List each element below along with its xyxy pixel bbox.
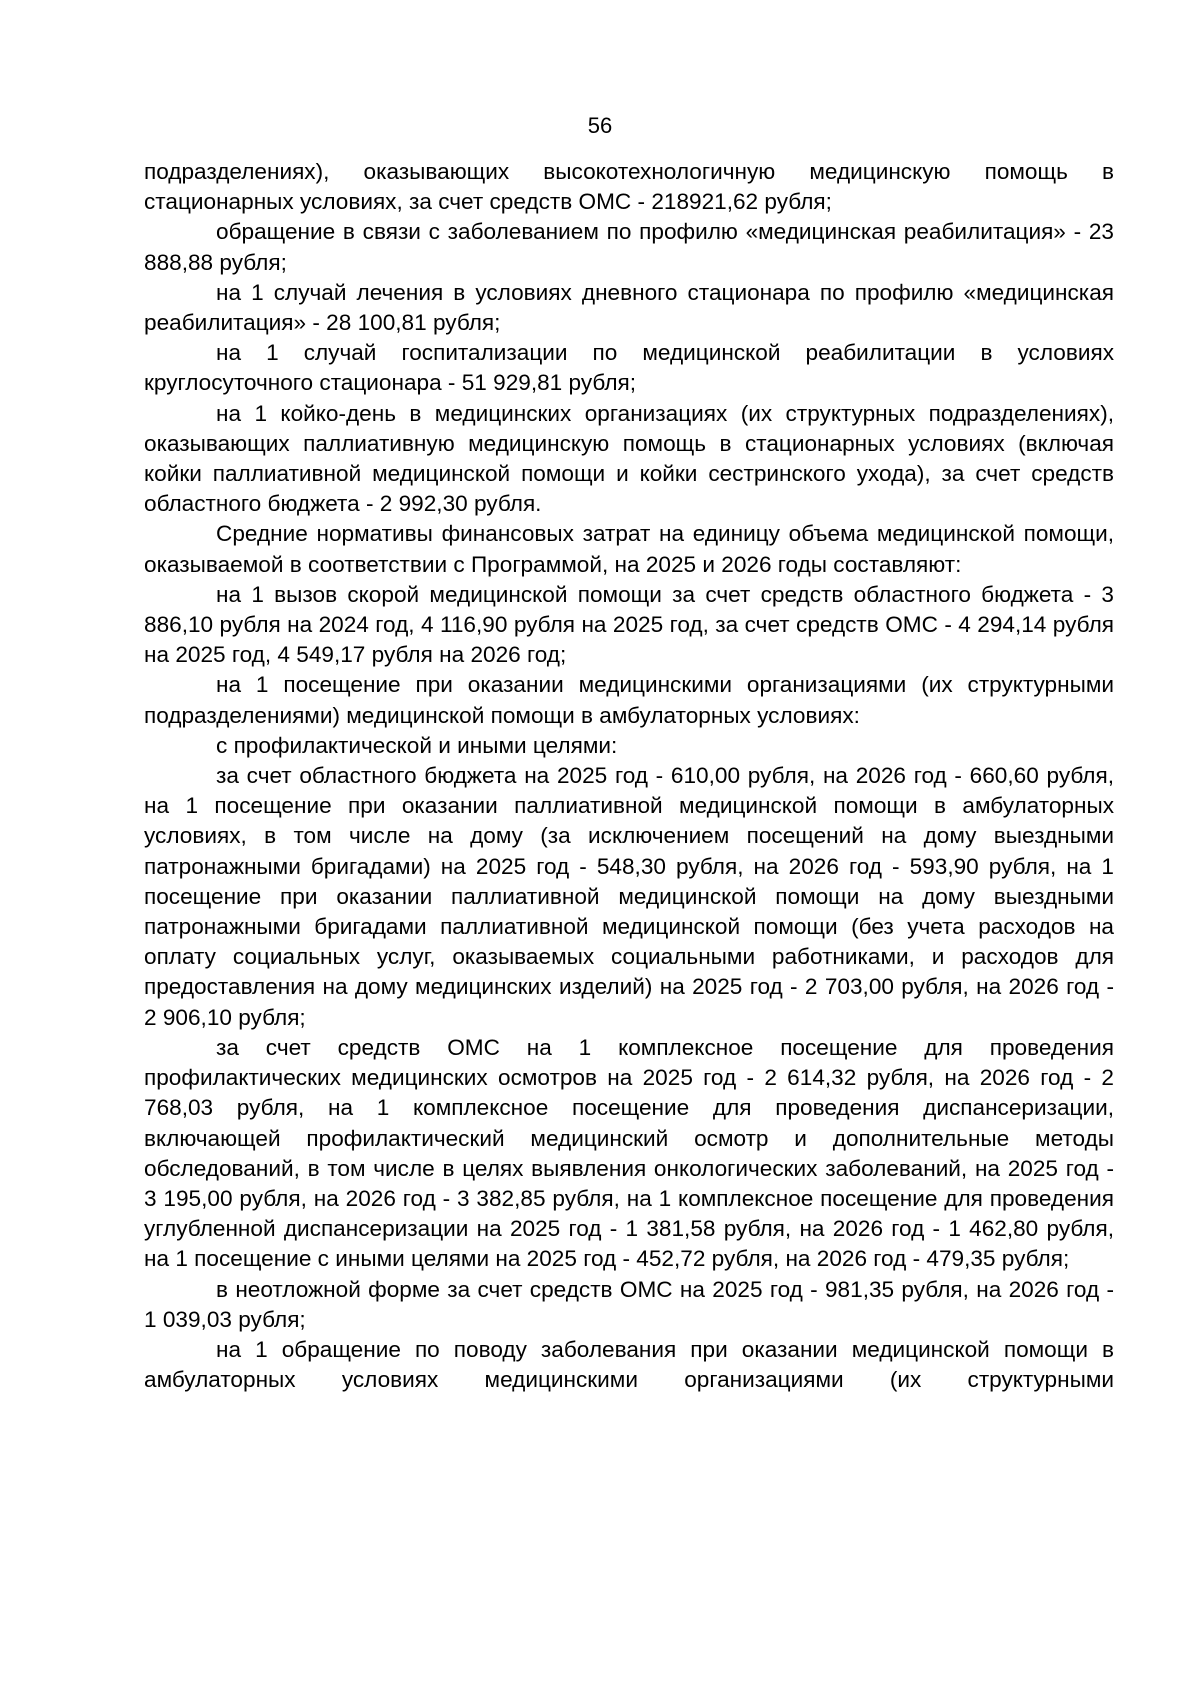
page-number: 56 [587, 113, 613, 138]
paragraph: на 1 случай лечения в условиях дневного стационара по профилю «медицинская реабилитация» - 28 100,81 рубля; [144, 279, 1114, 336]
paragraph: с профилактической и иными целями: [216, 732, 618, 758]
paragraph: Средние нормативы финансовых затрат на единицу объема медицинской помощи, оказываемой в соответствии с Программой, на 2025 и 2026 годы составляют: [144, 521, 1114, 577]
paragraph: на 1 койко-день в медицинских организациях (их структурных подразделениях), оказывающих паллиативную медицинскую помощь в стационарных условиях (включая койки паллиативной медицинской помощи и койки сестринского ухода), за счет средств областного бюджета - 2 992,30 рубля. [144, 400, 1114, 517]
paragraph: на 1 посещение при оказании медицинскими организациями (их структурными подразделениями) медицинской помощи в амбулаторных условиях: [144, 672, 1114, 728]
paragraph: на 1 случай госпитализации по медицинской реабилитации в условиях круглосуточного стационара - 51 929,81 рубля; [144, 340, 1114, 396]
paragraph: на 1 вызов скорой медицинской помощи за счет средств областного бюджета - 3 886,10 рубля на 2024 год, 4 116,90 рубля на 2025 год, за счет средств ОМС - 4 294,14 рубля на 2025 год, 4 549,17 рубля на 2026 год; [144, 581, 1114, 668]
paragraph: на 1 обращение по поводу заболевания при оказании медицинской помощи в амбулаторных условиях медицинскими организациями (их структурными [144, 1336, 1114, 1393]
document-body [144, 157, 1114, 1395]
paragraph: подразделениях), оказывающих высокотехнологичную медицинскую помощь в стационарных условиях, за счет средств ОМС - 218921,62 рубля; [144, 159, 1114, 215]
paragraph: в неотложной форме за счет средств ОМС на 2025 год - 981,35 рубля, на 2026 год - 1 039,03 рубля; [144, 1276, 1114, 1332]
paragraph: за счет областного бюджета на 2025 год - 610,00 рубля, на 2026 год - 660,60 рубля, на 1 посещение при оказании паллиативной медицинской помощи в амбулаторных условиях, в том числе на дому (за исключением посещений на дому выездными патронажными бригадами) на 2025 год - 548,30 рубля, на 2026 год - 593,90 рубля, на 1 посещение при оказании паллиативной медицинской помощи на дому выездными патронажными бригадами паллиативной медицинской помощи (без учета расходов на оплату социальных услуг, оказываемых социальными работниками, и расходов для предоставления на дому медицинских изделий) на 2025 год - 2 703,00 рубля, на 2026 год - 2 906,10 рубля; [144, 763, 1114, 1030]
paragraph: обращение в связи с заболеванием по профилю «медицинская реабилитация» - 23 888,88 рубля; [144, 219, 1114, 275]
paragraph: за счет средств ОМС на 1 комплексное посещение для проведения профилактических медицинских осмотров на 2025 год - 2 614,32 рубля, на 2026 год - 2 768,03 рубля, на 1 комплексное посещение для проведения диспансеризации, включающей профилактический медицинский осмотр и дополнительные методы обследований, в том числе в целях выявления онкологических заболеваний, на 2025 год - 3 195,00 рубля, на 2026 год - 3 382,85 рубля, на 1 комплексное посещение для проведения углубленной диспансеризации на 2025 год - 1 381,58 рубля, на 2026 год - 1 462,80 рубля, на 1 посещение с иными целями на 2025 год - 452,72 рубля, на 2026 год - 479,35 рубля; [144, 1034, 1114, 1272]
